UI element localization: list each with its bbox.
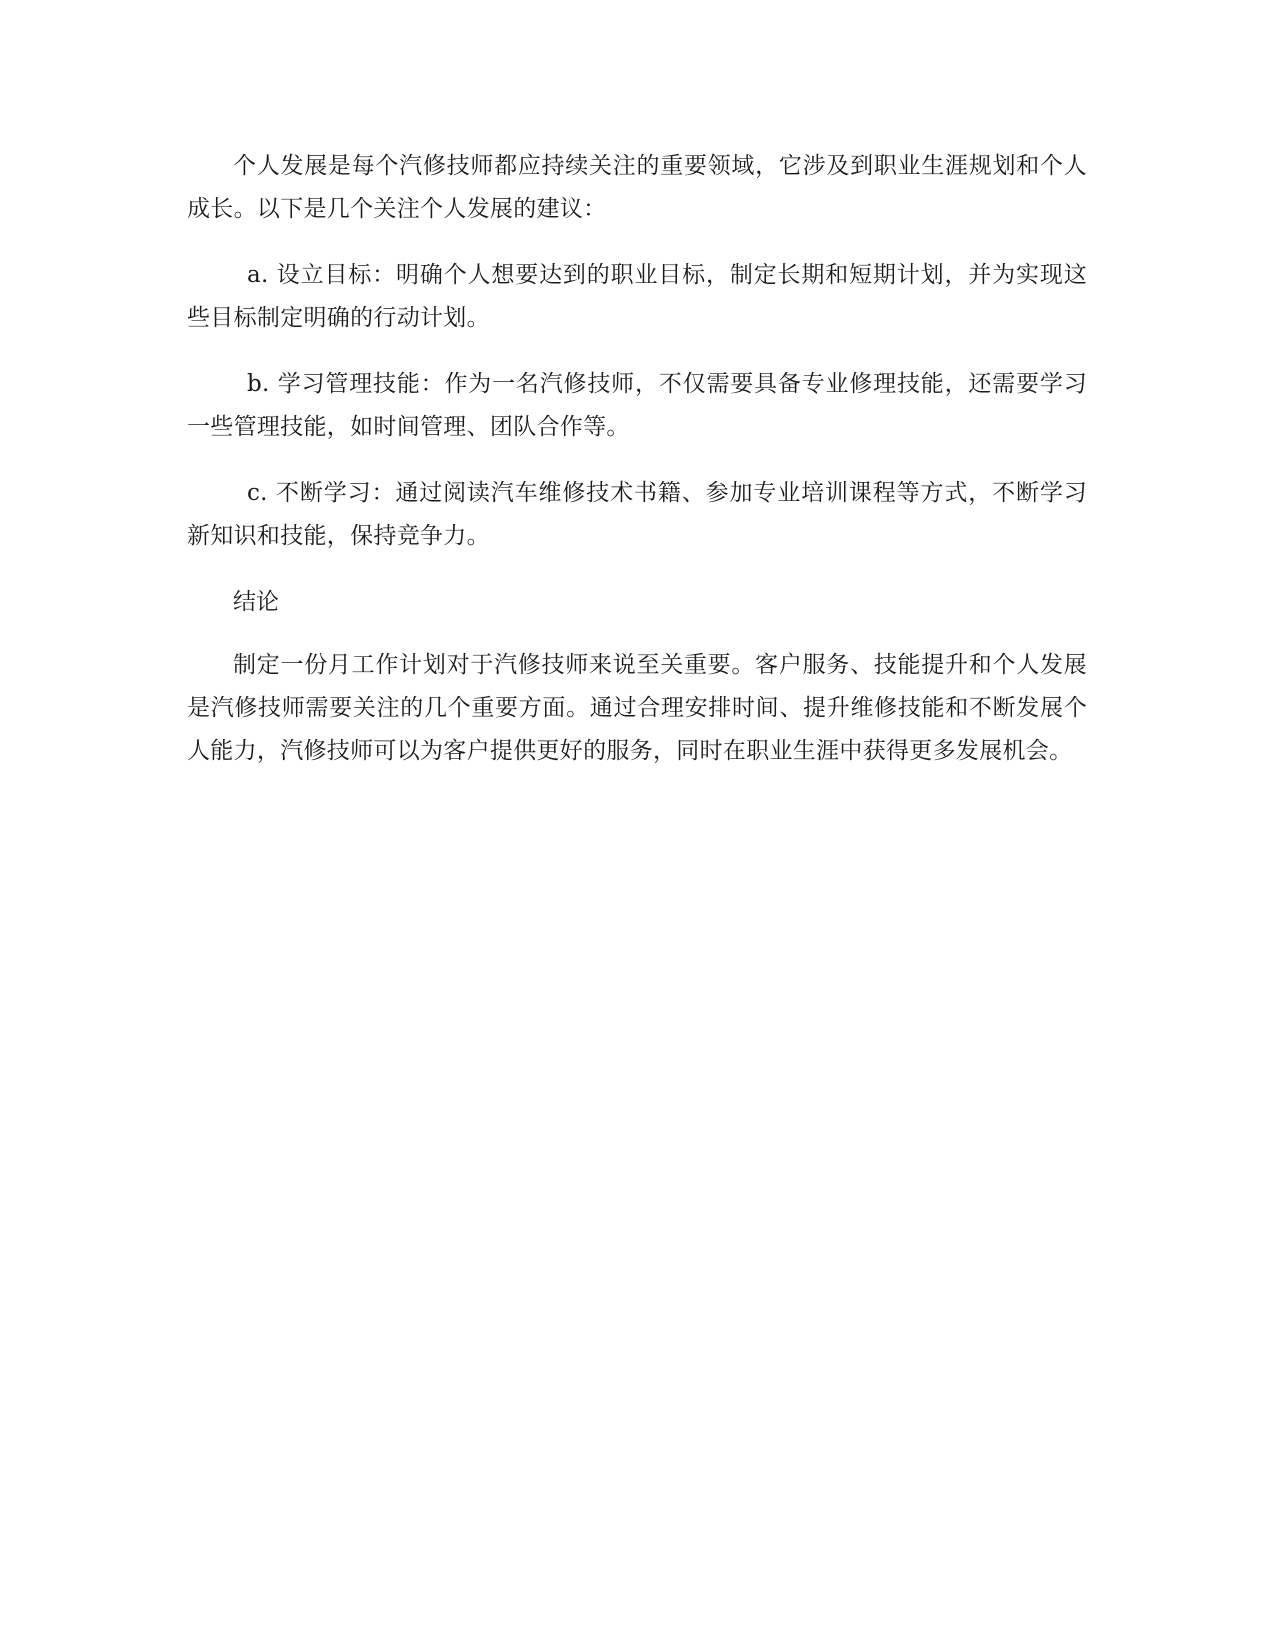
intro-paragraph: 个人发展是每个汽修技师都应持续关注的重要领域，它涉及到职业生涯规划和个人成长。以下是几个关注个人发展的建议：	[187, 153, 1087, 222]
conclusion-paragraph: 制定一份月工作计划对于汽修技师来说至关重要。客户服务、技能提升和个人发展是汽修技师需要关注的几个重要方面。通过合理安排时间、提升维修技能和不断发展个人能力，汽修技师可以为客户提供更好的服务，同时在职业生涯中获得更多发展机会。	[187, 652, 1087, 764]
list-item-continuous-learning: c. 不断学习：通过阅读汽车维修技术书籍、参加专业培训课程等方式，不断学习新知识和技能，保持竞争力。	[187, 480, 1087, 549]
conclusion-heading: 结论	[233, 589, 279, 615]
document-body	[187, 145, 1087, 796]
list-item-management-skills: b. 学习管理技能：作为一名汽修技师，不仅需要具备专业修理技能，还需要学习一些管理技能，如时间管理、团队合作等。	[187, 371, 1087, 440]
list-item-goal-setting: a. 设立目标：明确个人想要达到的职业目标，制定长期和短期计划，并为实现这些目标制定明确的行动计划。	[187, 262, 1087, 331]
